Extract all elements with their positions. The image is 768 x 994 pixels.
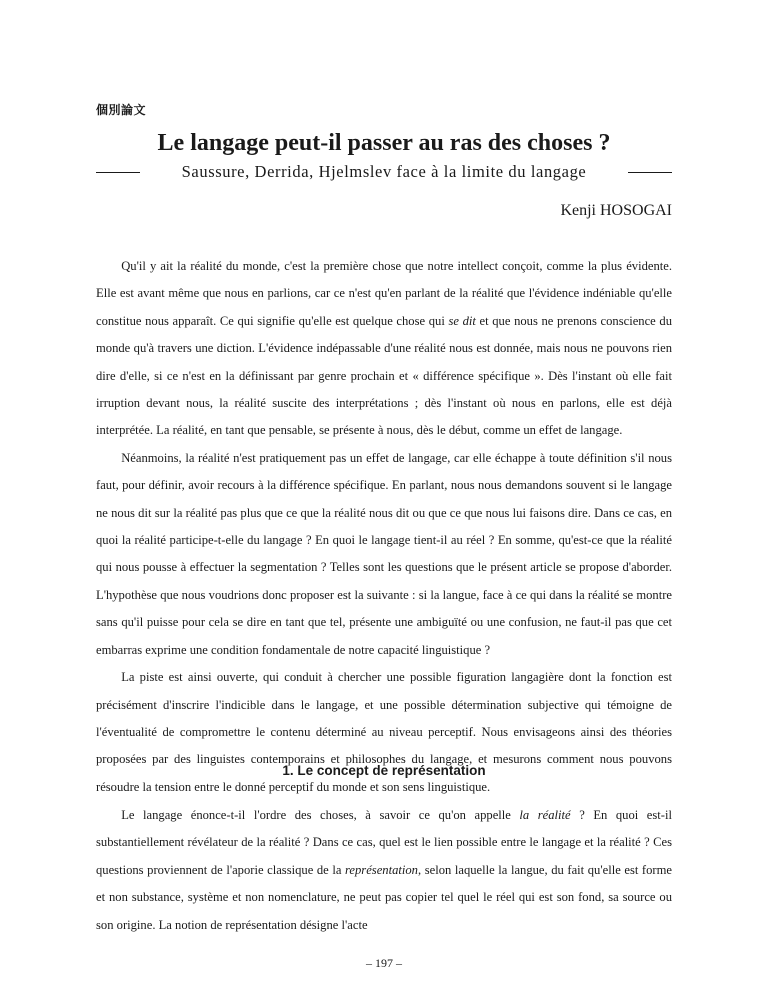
article-title: Le langage peut-il passer au ras des choses ? — [157, 130, 611, 156]
section-1-body — [96, 802, 672, 939]
subtitle-dash-left — [96, 172, 140, 173]
section-1-paragraph-1: Le langage énonce-t-il l'ordre des choses, à savoir ce qu'on appelle la réalité ? En quoi est-il substantiellement révélateur de la réalité ? Dans ce cas, quel est le lien possible entre le langage et la réalité ? Ces questions proviennent de l'aporie classique de la représentation, selon laquelle la langue, du fait qu'elle est forme et non substance, système et non nomenclature, ne peut pas copier tel quel le réel qui est son fond, sa source ou son origine. La notion de représentation désigne l'acte — [96, 808, 672, 932]
intro-body — [96, 253, 672, 801]
section-tag: 個別論文 — [96, 103, 147, 117]
paragraph-2: Néanmoins, la réalité n'est pratiquement pas un effet de langage, car elle échappe à toute définition s'il nous faut, pour définir, avoir recours à la différence spécifique. En parlant, nous nous demandons souvent si le langage ne nous dit sur la réalité pas plus que ce que la réalité nous dit ou que ce que nous lui faisons dire. Dans ce cas, en quoi la réalité participe-t-elle du langage ? En quoi le langage tient-il au réel ? En somme, qu'est-ce que la réalité qui nous pousse à effectuer la segmentation ? Telles sont les questions que le présent article se propose d'aborder. L'hypothèse que nous voudrions donc proposer est la suivante : si la langue, face à ce qui dans la réalité se montre sans qu'il puisse pour cela se dire en tant que tel, présente une ambiguïté ou une confusion, ne faut-il pas que cet embarras exprime une condition fondamentale de notre capacité linguistique ? — [96, 450, 672, 657]
page-number: – 197 – — [366, 956, 402, 970]
subtitle-text: Saussure, Derrida, Hjelmslev face à la limite du langage — [181, 162, 587, 181]
section-heading: 1. Le concept de représentation — [282, 763, 486, 778]
subtitle-dash-right — [628, 172, 672, 173]
emphasis-representation: représentation — [344, 862, 418, 877]
paragraph-3: La piste est ainsi ouverte, qui conduit à chercher une possible figuration langagière dont la fonction est précisément d'inscrire l'indicible dans le langage, et une possible détermination subjective qui témoigne de l'éventualité de compromettre le contenu déterminé au niveau perceptif. Nous envisageons ainsi des théories proposées par des linguistes contemporains et philosophes du langage, et mesurons comment nous pouvons résoudre la tension entre le donné perceptif du monde et son sens linguistique. — [96, 670, 672, 794]
paragraph-1: Qu'il y ait la réalité du monde, c'est la première chose que notre intellect conçoit, comme la plus évidente. Elle est avant même que nous en parlions, car ce n'est qu'en parlant de la réalité que l'évidence indéniable qu'elle constitue nous apparaît. Ce qui signifie qu'elle est quelque chose qui se dit et que nous ne prenons conscience du monde qu'à travers une diction. L'évidence indépassable d'une réalité nous est donnée, mais nous ne pouvons rien dire d'elle, si ce n'est en la définissant par genre prochain et « différence spécifique ». Dès l'instant où elle fait irruption devant nous, la réalité suscite des interprétations ; dès l'instant où nous en parlons, elle est déjà interprétée. La réalité, en tant que pensable, se présente à nous, dès le début, comme un effet de langage. — [96, 259, 672, 438]
article-subtitle — [96, 162, 672, 182]
author-name: Kenji HOSOGAI — [560, 202, 672, 219]
emphasis-se-dit: se dit — [448, 313, 476, 328]
emphasis-la-realite: la réalité — [519, 808, 571, 822]
